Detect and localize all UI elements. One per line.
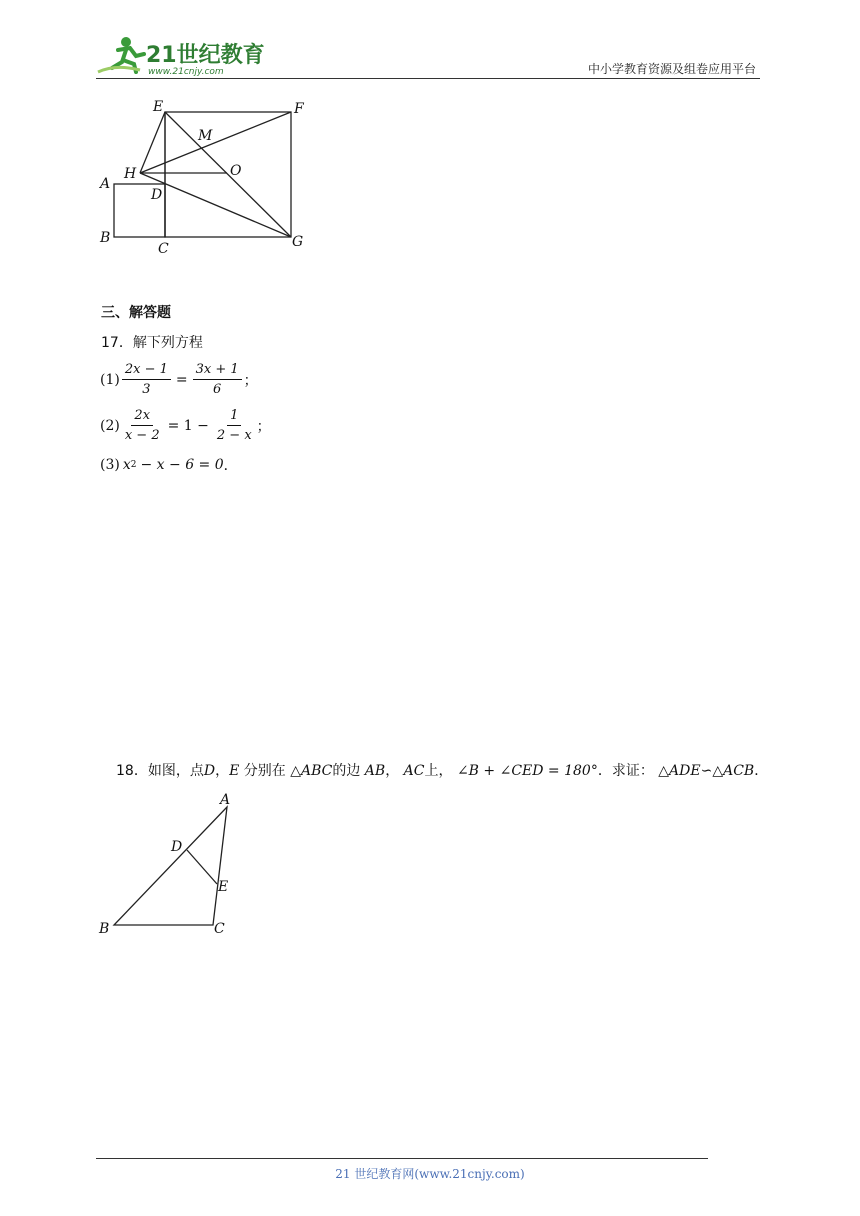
label-E: E bbox=[153, 99, 164, 115]
numerator: 3x + 1 bbox=[193, 362, 242, 380]
equals-sign: = 1 − bbox=[167, 417, 209, 434]
label-B: B bbox=[100, 230, 111, 246]
fraction bbox=[122, 408, 163, 443]
exponent: 2 bbox=[130, 460, 137, 470]
q18-text: ．求证： bbox=[597, 763, 654, 779]
q18-side: AC bbox=[403, 763, 425, 779]
numerator: 2x − 1 bbox=[122, 362, 171, 380]
numerator: 2x bbox=[131, 408, 153, 426]
fraction bbox=[122, 362, 171, 397]
label-B: B bbox=[99, 921, 110, 937]
q18-side: AB bbox=[364, 763, 386, 779]
punctuation: ； bbox=[243, 372, 258, 389]
equation-1-label: (1) bbox=[100, 371, 120, 388]
similar-symbol: ∽ bbox=[700, 763, 713, 779]
q18-text: 的边 bbox=[332, 763, 361, 779]
q18-triangle: △ADE bbox=[658, 763, 701, 779]
numerator: 1 bbox=[227, 408, 241, 426]
punctuation: ． bbox=[223, 458, 238, 474]
q18-text: ， bbox=[385, 763, 400, 779]
q18-triangle: △ACB bbox=[712, 763, 755, 779]
logo-url: www.21cnjy.com bbox=[148, 67, 224, 77]
runner-icon bbox=[98, 37, 144, 72]
section-title: 三、解答题 bbox=[101, 305, 171, 321]
question-17-title: 17．解下列方程 bbox=[101, 335, 203, 351]
footer-divider bbox=[96, 1158, 708, 1159]
denominator: x − 2 bbox=[124, 428, 160, 443]
equation-3-label: (3) bbox=[100, 457, 120, 473]
equation-2 bbox=[100, 408, 271, 443]
q18-text: 分别在 bbox=[239, 763, 286, 779]
label-A: A bbox=[220, 792, 231, 808]
q18-var: D bbox=[203, 763, 216, 779]
geometry-figure-rectangles bbox=[96, 96, 316, 256]
equation-1 bbox=[100, 362, 258, 397]
punctuation: ； bbox=[256, 418, 271, 435]
label-G: G bbox=[292, 234, 304, 250]
site-logo bbox=[96, 32, 266, 78]
footer-text: 21 世纪教育网(www.21cnjy.com) bbox=[335, 1167, 525, 1181]
logo-text: 21世纪教育 bbox=[146, 43, 265, 68]
equals-sign: = bbox=[175, 371, 188, 388]
denominator: 3 bbox=[142, 382, 151, 397]
label-E: E bbox=[218, 879, 229, 895]
label-C: C bbox=[214, 921, 225, 937]
q18-text: 上， bbox=[424, 763, 453, 779]
q18-var: E bbox=[229, 763, 240, 779]
question-18-text bbox=[116, 760, 768, 780]
geometry-figure-triangle bbox=[96, 790, 246, 940]
equation-rest: − x − 6 = 0 bbox=[140, 457, 224, 473]
header-divider bbox=[96, 78, 760, 79]
q18-triangle: △ABC bbox=[290, 763, 333, 779]
fraction bbox=[193, 362, 242, 397]
equation-3 bbox=[100, 455, 238, 475]
label-A: A bbox=[100, 176, 111, 192]
q18-text: ． bbox=[754, 763, 769, 779]
equation-2-label: (2) bbox=[100, 417, 120, 434]
platform-name: 中小学教育资源及组卷应用平台 bbox=[587, 62, 756, 76]
denominator: 2 − x bbox=[216, 428, 252, 443]
label-F: F bbox=[294, 101, 304, 117]
q18-condition: ∠B + ∠CED = 180° bbox=[456, 763, 598, 779]
label-H: H bbox=[124, 166, 137, 182]
label-M: M bbox=[198, 128, 213, 144]
label-D: D bbox=[151, 187, 163, 203]
variable-x: x bbox=[122, 457, 131, 473]
label-O: O bbox=[230, 163, 242, 179]
label-C: C bbox=[158, 241, 169, 256]
q18-text: ， bbox=[215, 763, 230, 779]
fraction bbox=[214, 408, 255, 443]
q18-text: 18．如图，点 bbox=[116, 763, 204, 779]
label-D: D bbox=[171, 839, 183, 855]
denominator: 6 bbox=[212, 382, 222, 397]
